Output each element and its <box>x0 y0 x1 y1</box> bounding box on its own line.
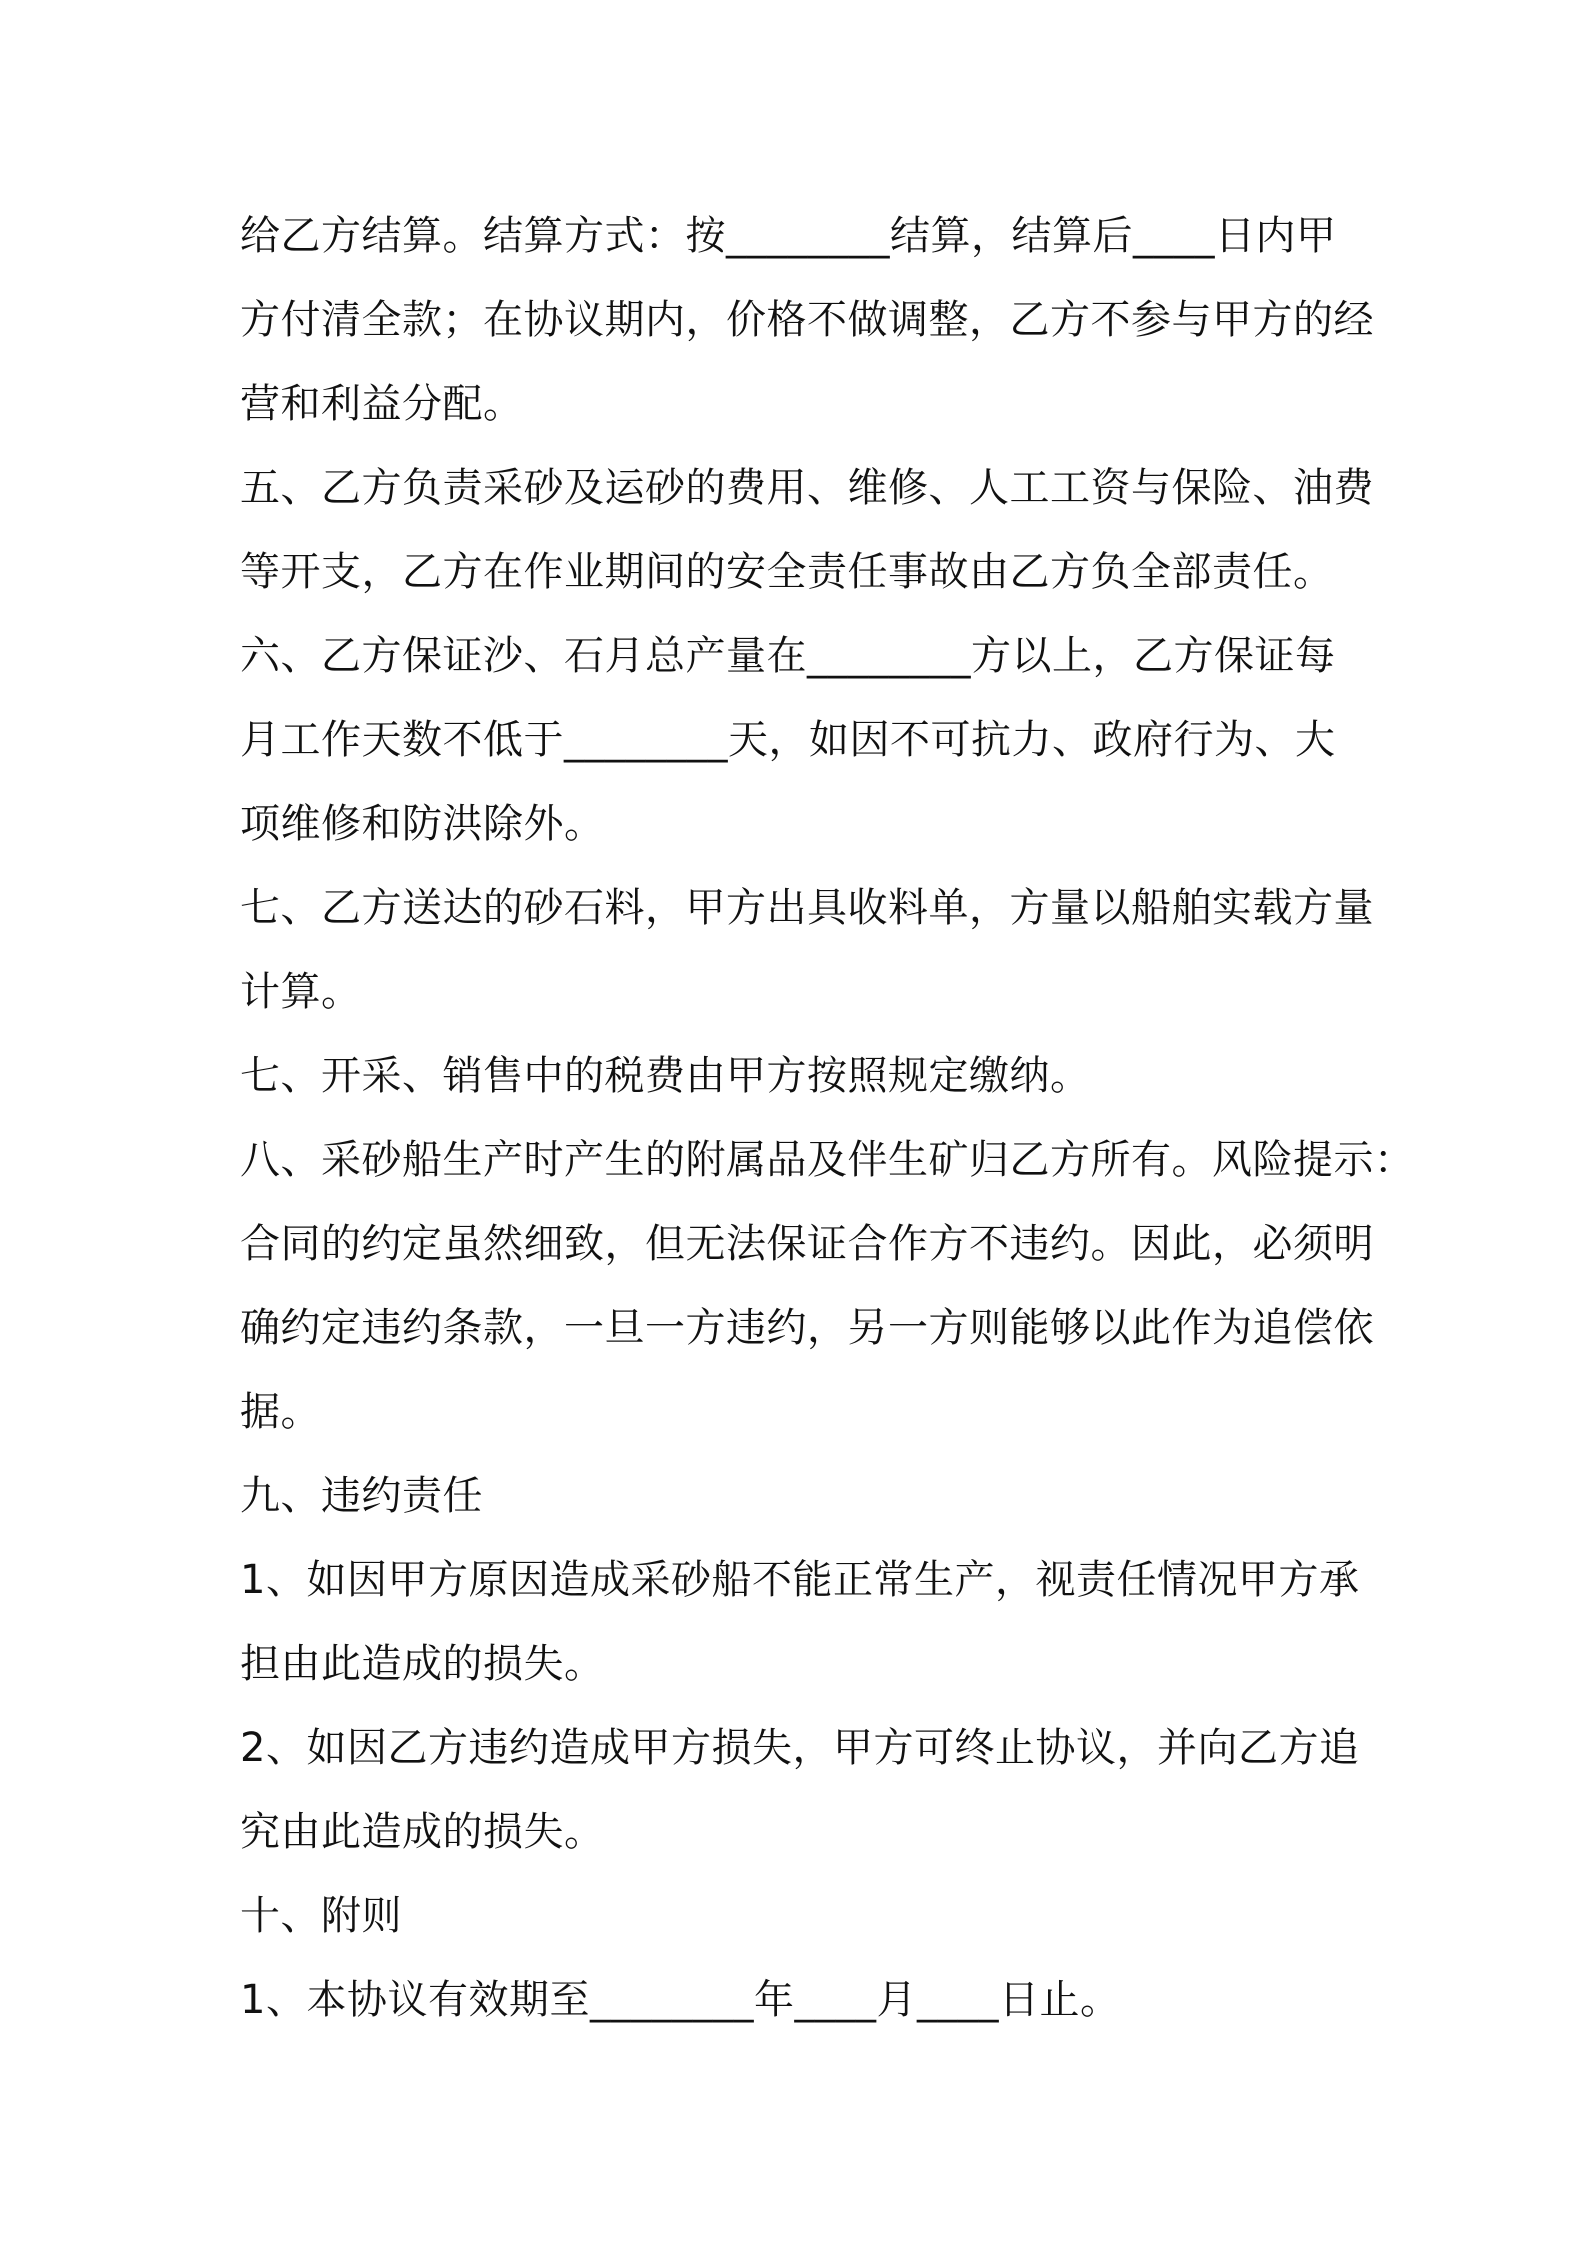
text-line: 营和利益分配。 <box>240 381 524 427</box>
text-line: 合同的约定虽然细致，但无法保证合作方不违约。因此，必须明 <box>240 1221 1374 1267</box>
text-line: 计算。 <box>240 969 362 1015</box>
text-line: 方付清全款；在协议期内，价格不做调整，乙方不参与甲方的经 <box>240 297 1374 343</box>
text-line: 担由此造成的损失。 <box>240 1641 605 1687</box>
text-line: 1、如因甲方原因造成采砂船不能正常生产，视责任情况甲方承 <box>240 1557 1360 1603</box>
text-line: 六、乙方保证沙、石月总产量在________方以上，乙方保证每 <box>240 633 1336 679</box>
text-line: 据。 <box>240 1389 321 1435</box>
text-line: 七、乙方送达的砂石料，甲方出具收料单，方量以船舶实载方量 <box>240 885 1374 931</box>
section-heading: 九、违约责任 <box>240 1473 483 1519</box>
section-heading: 十、附则 <box>240 1893 402 1939</box>
text-line: 七、开采、销售中的税费由甲方按照规定缴纳。 <box>240 1053 1091 1099</box>
text-line: 等开支，乙方在作业期间的安全责任事故由乙方负全部责任。 <box>240 549 1334 595</box>
text-line: 给乙方结算。结算方式：按________结算，结算后____日内甲 <box>240 213 1337 259</box>
text-line: 月工作天数不低于________天，如因不可抗力、政府行为、大 <box>240 717 1336 763</box>
text-line: 1、本协议有效期至________年____月____日止。 <box>240 1977 1121 2023</box>
text-line: 究由此造成的损失。 <box>240 1809 605 1855</box>
text-line: 五、乙方负责采砂及运砂的费用、维修、人工工资与保险、油费 <box>240 465 1374 511</box>
text-line: 确约定违约条款，一旦一方违约，另一方则能够以此作为追偿依 <box>240 1305 1374 1351</box>
text-line: 项维修和防洪除外。 <box>240 801 605 847</box>
text-line: 八、采砂船生产时产生的附属品及伴生矿归乙方所有。风险提示： <box>240 1137 1415 1183</box>
document-body <box>240 194 1415 2042</box>
text-line: 2、如因乙方违约造成甲方损失，甲方可终止协议，并向乙方追 <box>240 1725 1360 1771</box>
